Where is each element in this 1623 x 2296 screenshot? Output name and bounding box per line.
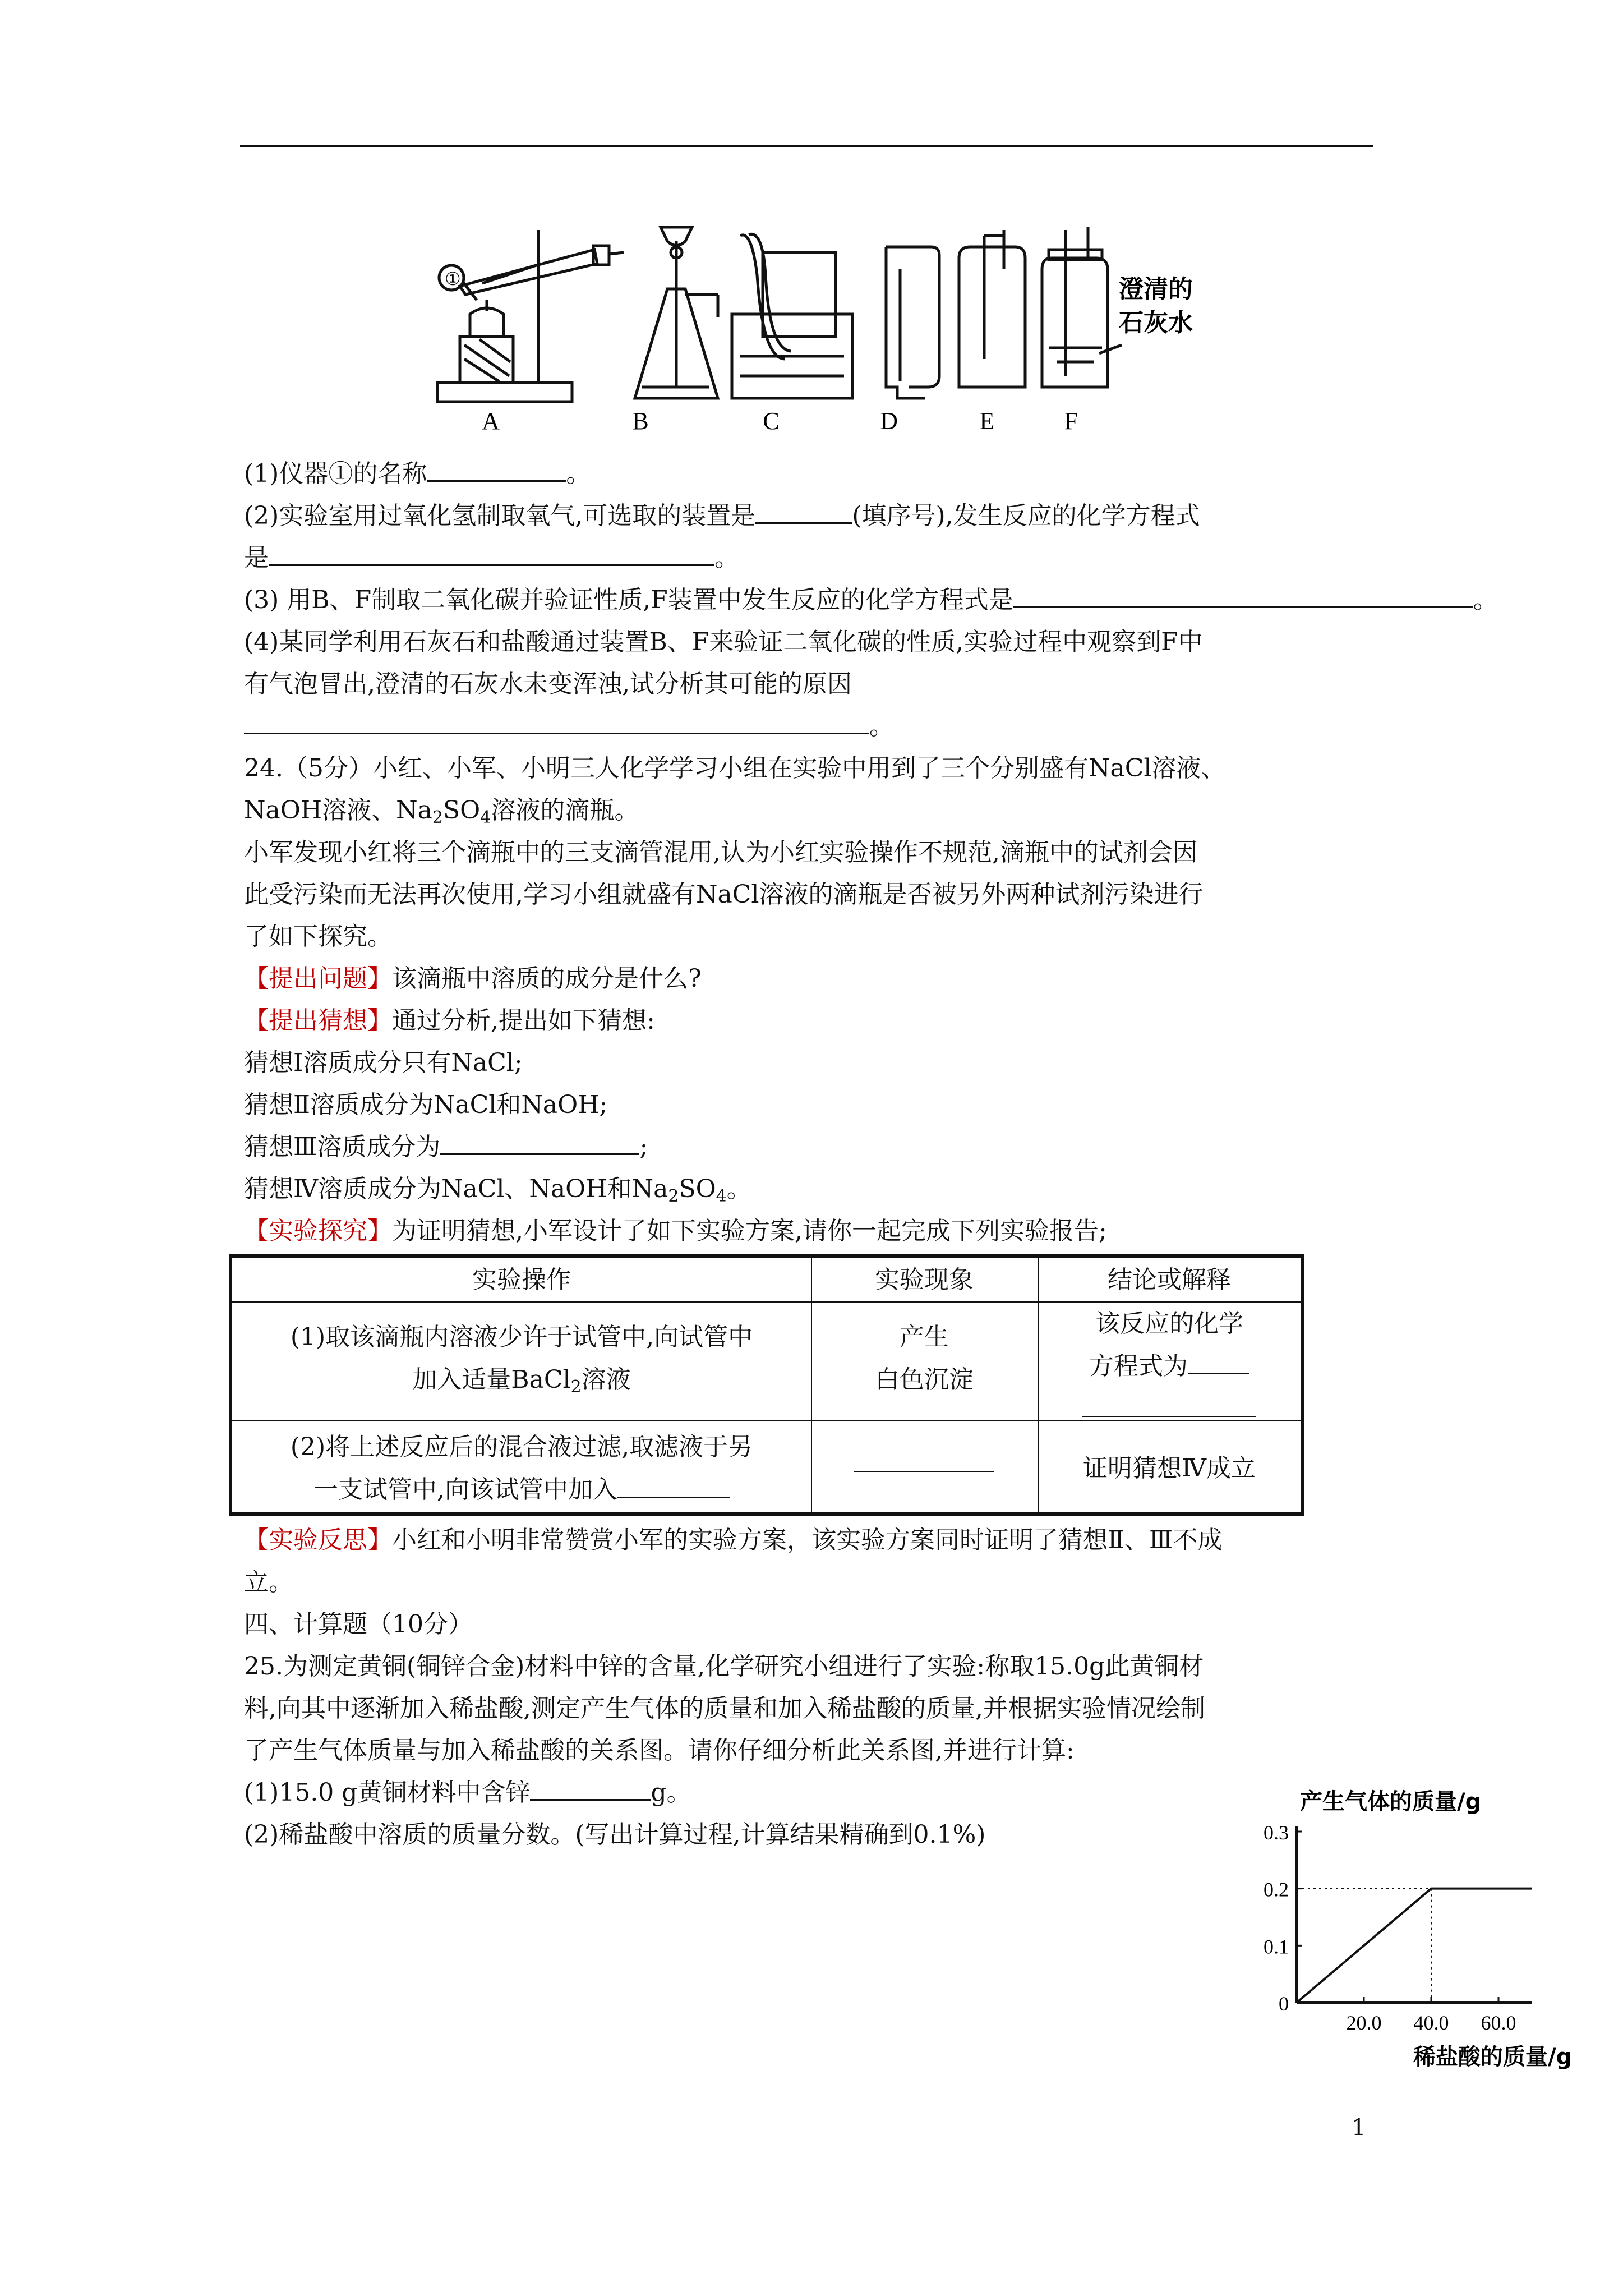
y-tick-label: 0.3 [1264, 1821, 1289, 1844]
page-number: 1 [1352, 2115, 1366, 2141]
blank-guess-3[interactable] [440, 1126, 639, 1155]
q23-part2-cont: 是 。 [244, 536, 1377, 581]
x-tick-label: 60.0 [1481, 2012, 1516, 2034]
q23-part2: (2)实验室用过氧化氢制取氧气,可选取的装置是 (填序号),发生反应的化学方程式 [244, 494, 1377, 539]
header-operation: 实验操作 [472, 1266, 571, 1294]
q25-part1: (1)15.0 g黄铜材料中含锌 g。 [244, 1770, 1377, 1815]
chart-ylabel: 产生气体的质量/g [1300, 1789, 1482, 1815]
q23-part4: (4)某同学利用石灰石和盐酸通过装置B、F来验证二氧化碳的性质,实验过程中观察到F中 [244, 628, 1203, 656]
q24-question: 【提出问题】该滴瓶中溶质的成分是什么? [244, 964, 702, 993]
blank-co2-equation[interactable] [1013, 579, 1473, 608]
row1-phenomenon: 产生 白色沉淀 [875, 1323, 974, 1394]
label-c: C [763, 407, 780, 435]
row1-conclusion: 该反应的化学 方程式为 [1038, 1303, 1301, 1430]
q25-line-3: 了产生气体质量与加入稀盐酸的关系图。请你仔细分析此关系图,并进行计算: [244, 1736, 1075, 1765]
header-conclusion: 结论或解释 [1108, 1266, 1231, 1294]
experiment-table [229, 1254, 1304, 1516]
q24-reflect-2: 立。 [244, 1568, 293, 1596]
blank-phenomenon[interactable] [854, 1444, 994, 1472]
q24-guess-2: 猜想Ⅱ溶质成分为NaCl和NaOH; [244, 1091, 608, 1119]
row2-operation: (2)将上述反应后的混合液过滤,取滤液于另 一支试管中,向该试管中加入 [290, 1433, 753, 1504]
limewater-label-1: 澄清的 [1119, 275, 1193, 303]
header-rule [240, 145, 1373, 147]
q23-part3: (3) 用B、F制取二氧化碳并验证性质,F装置中发生反应的化学方程式是 。 [244, 578, 1377, 623]
q25-line-1: 25.为测定黄铜(铜锌合金)材料中锌的含量,化学研究小组进行了实验:称取15.0g此黄铜材 [244, 1652, 1204, 1681]
row2-conclusion: 证明猜想Ⅳ成立 [1083, 1454, 1256, 1483]
series-line [1297, 1889, 1532, 2003]
q25-part2: (2)稀盐酸中溶质的质量分数。(写出计算过程,计算结果精确到0.1%) [244, 1820, 986, 1849]
q24-intro-1: 24.（5分）小红、小军、小明三人化学学习小组在实验中用到了三个分别盛有NaCl溶液、 [244, 754, 1226, 783]
q24-para-3: 了如下探究。 [244, 922, 392, 951]
x-tick-label: 20.0 [1346, 2012, 1382, 2034]
section-4-title: 四、计算题（10分） [244, 1610, 473, 1639]
q24-para-1: 小军发现小红将三个滴瓶中的三支滴管混用,认为小红实验操作不规范,滴瓶中的试剂会因 [244, 838, 1197, 867]
q24-para-2: 此受污染而无法再次使用,学习小组就盛有NaCl溶液的滴瓶是否被另外两种试剂污染进行 [244, 880, 1204, 909]
blank-instrument-name[interactable] [427, 453, 566, 482]
label-e: E [979, 407, 995, 435]
blank-o2-equation[interactable] [269, 537, 714, 566]
header-phenomenon: 实验现象 [875, 1266, 974, 1294]
label-a: A [482, 407, 500, 435]
q24-intro-2: NaOH溶液、$Na_2SO_4$溶液的滴瓶。 [244, 796, 639, 827]
chart-xlabel: 稀盐酸的质量/g [1413, 2044, 1573, 2070]
apparatus-figure [426, 219, 1211, 438]
y-tick-label: 0.2 [1264, 1878, 1289, 1901]
blank-reagent[interactable] [617, 1470, 730, 1498]
q24-guess-1: 猜想Ⅰ溶质成分只有NaCl; [244, 1048, 523, 1077]
label-d: D [880, 407, 898, 435]
q23-part1: (1)仪器①的名称 。 [244, 452, 1377, 496]
q25-line-2: 料,向其中逐渐加入稀盐酸,测定产生气体的质量和加入稀盐酸的质量,并根据实验情况绘制 [244, 1694, 1205, 1723]
row1-operation: (1)取该滴瓶内溶液少许于试管中,向试管中 加入适量BaCl$_2$溶液 [290, 1323, 753, 1397]
limewater-label-2: 石灰水 [1119, 309, 1193, 337]
q24-explore: 【实验探究】为证明猜想,小军设计了如下实验方案,请你一起完成下列实验报告; [244, 1217, 1107, 1245]
q24-guess-4: 猜想Ⅳ溶质成分为NaCl、NaOH和$Na_2SO_4$。 [244, 1175, 751, 1206]
label-b: B [632, 407, 649, 435]
label-f: F [1064, 407, 1078, 435]
blank-reason[interactable] [244, 706, 869, 734]
marker-1: ① [445, 269, 461, 289]
q24-hypothesis: 【提出猜想】通过分析,提出如下猜想: [244, 1006, 655, 1035]
blank-apparatus-choice[interactable] [755, 495, 852, 524]
blank-zinc-mass[interactable] [530, 1772, 651, 1801]
blank-bacl2-equation[interactable] [1188, 1346, 1249, 1374]
x-tick-label: 40.0 [1413, 2012, 1449, 2034]
q24-guess-3: 猜想Ⅲ溶质成分为 ; [244, 1125, 1377, 1170]
q24-reflect: 【实验反思】小红和小明非常赞赏小军的实验方案，该实验方案同时证明了猜想Ⅱ、Ⅲ不成 [244, 1526, 1223, 1554]
blank-bacl2-equation-cont[interactable] [1082, 1389, 1256, 1417]
y-tick-label: 0 [1279, 1993, 1289, 2015]
q23-part4-line3: 。 [244, 704, 1377, 749]
row2-phenomenon [811, 1443, 1038, 1485]
y-tick-label: 0.1 [1264, 1935, 1289, 1958]
gas-mass-chart [1251, 1784, 1587, 2076]
q23-part4-line2: 有气泡冒出,澄清的石灰水未变浑浊,试分析其可能的原因 [244, 670, 852, 698]
